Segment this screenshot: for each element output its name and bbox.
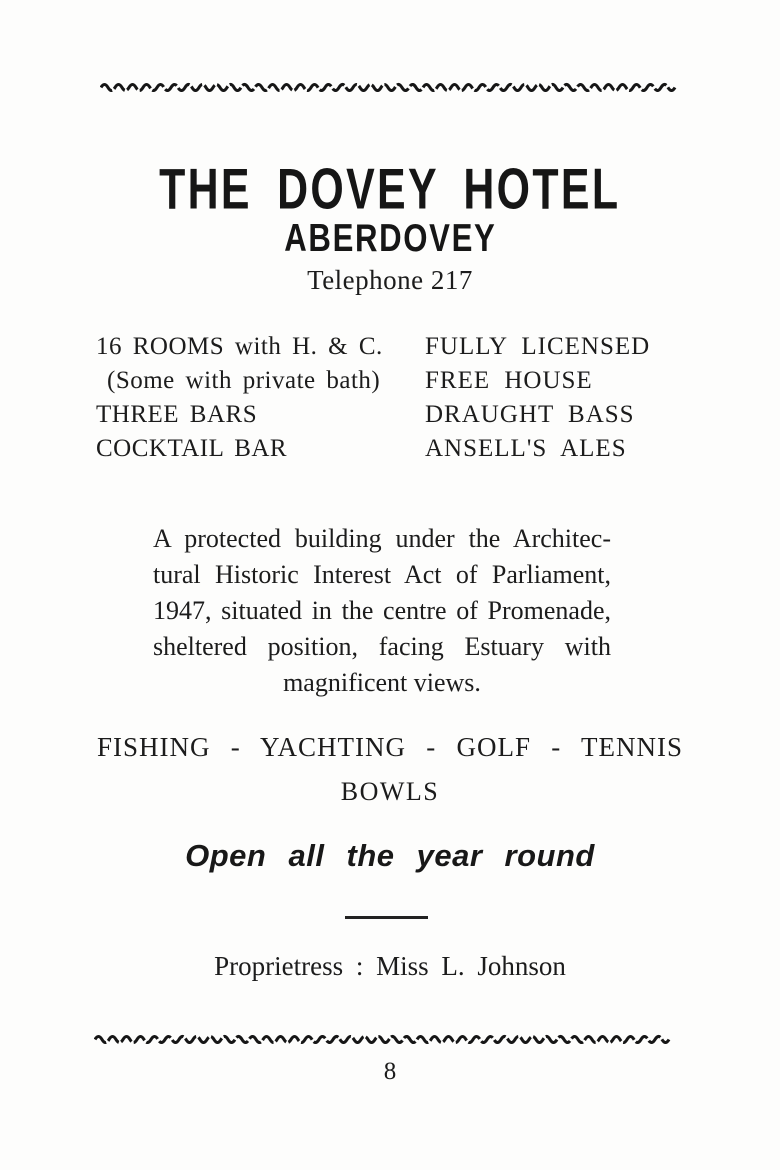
- description-line: tural Historic Interest Act of Parliament,: [153, 560, 611, 589]
- feature-rooms: 16 ROOMS with H. & C.: [96, 333, 383, 360]
- feature-three-bars: THREE BARS: [96, 401, 258, 428]
- feature-free-house: FREE HOUSE: [425, 367, 593, 394]
- description-paragraph: [153, 521, 611, 701]
- description-line: sheltered position, facing Estuary with: [153, 632, 611, 661]
- feature-draught-bass: DRAUGHT BASS: [425, 401, 635, 428]
- wavy-rule-icon: [100, 82, 682, 92]
- ornamental-rule-top: [100, 82, 682, 92]
- wavy-rule-icon: [94, 1034, 678, 1044]
- features-column-right: [425, 330, 650, 466]
- hotel-town-heading: [0, 219, 780, 259]
- description-line: 1947, situated in the centre of Promenade,: [153, 596, 611, 625]
- description-line: magnificent views.: [283, 668, 481, 697]
- description-line: A protected building under the Architec-: [153, 524, 611, 553]
- telephone-line: Telephone 217: [307, 265, 473, 295]
- ornamental-rule-bottom: [94, 1034, 678, 1044]
- page-number: 8: [383, 1058, 397, 1085]
- feature-cocktail-bar: COCKTAIL BAR: [96, 435, 288, 462]
- activities-line: FISHING - YACHTING - GOLF - TENNIS: [97, 732, 683, 762]
- bowls-line: BOWLS: [340, 777, 440, 806]
- feature-ansells-ales: ANSELL'S ALES: [425, 435, 627, 462]
- proprietress-line: Proprietress : Miss L. Johnson: [214, 951, 566, 981]
- hotel-name-heading: [0, 156, 780, 222]
- hotel-name-text: THE DOVEY HOTEL: [159, 156, 621, 222]
- divider-rule: [345, 916, 428, 919]
- open-all-year-note: Open all the year round: [185, 838, 595, 873]
- features-column-left: [96, 330, 383, 466]
- hotel-town-text: ABERDOVEY: [283, 217, 497, 261]
- feature-fully-licensed: FULLY LICENSED: [425, 333, 651, 360]
- feature-private-bath: (Some with private bath): [107, 367, 381, 394]
